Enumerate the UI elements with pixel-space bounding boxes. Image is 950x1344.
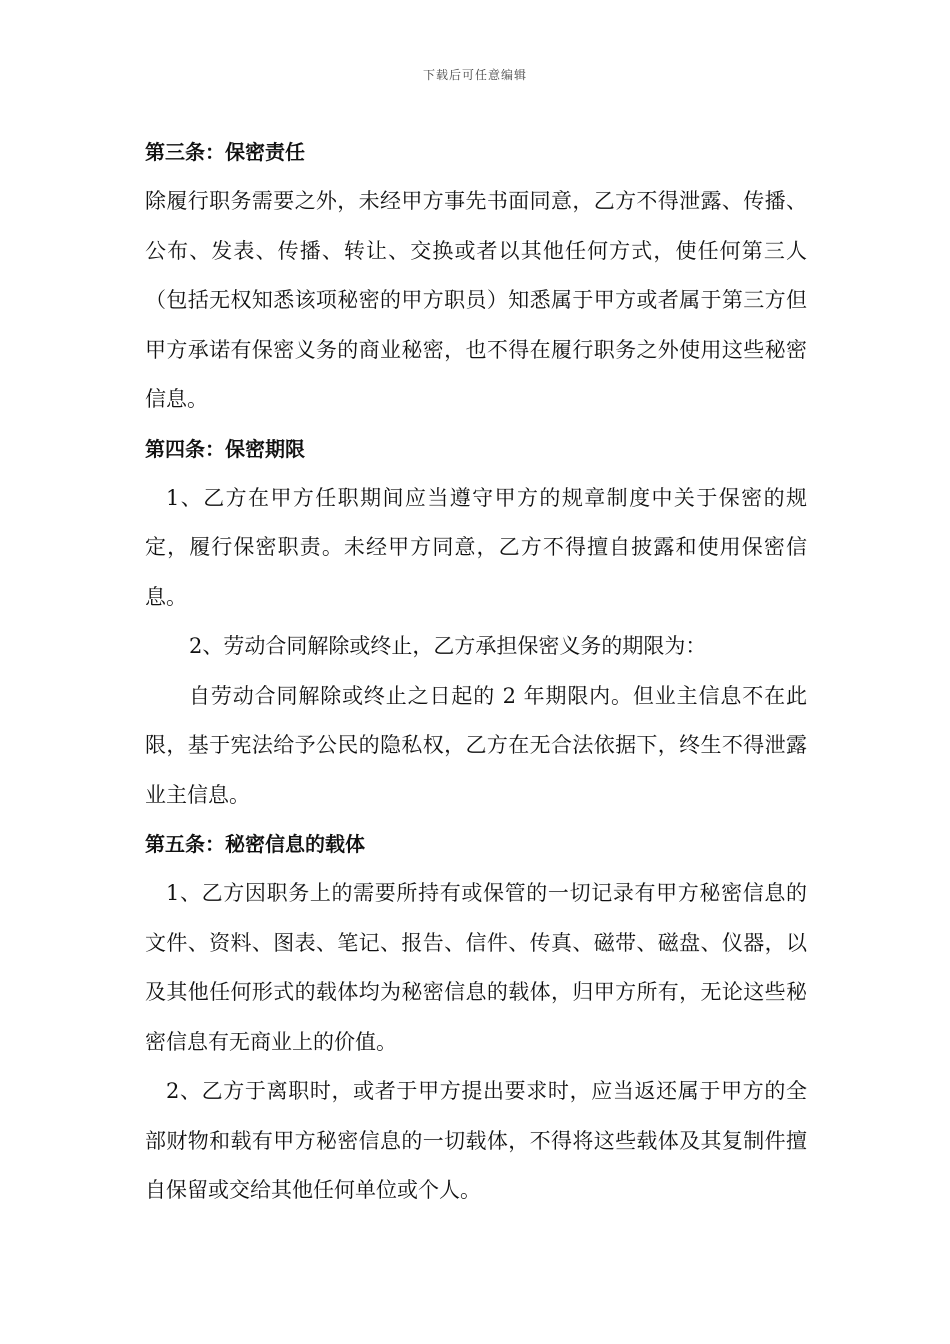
section-article-4 <box>145 425 807 821</box>
section-heading: 第三条：保密责任 <box>145 140 305 164</box>
section-paragraph: 2、乙方于离职时，或者于甲方提出要求时，应当返还属于甲方的全部财物和载有甲方秘密信息的一切载体，不得将这些载体及其复制件擅自保留或交给其他任何单位或个人。 <box>145 1079 807 1202</box>
document-body <box>145 128 807 1216</box>
section-paragraph: 自劳动合同解除或终止之日起的 2 年期限内。但业主信息不在此限，基于宪法给予公民的隐私权，乙方在无合法依据下，终生不得泄露业主信息。 <box>145 683 807 807</box>
section-paragraph: 2、劳动合同解除或终止，乙方承担保密义务的期限为： <box>189 634 707 658</box>
section-paragraph: 1、乙方在甲方任职期间应当遵守甲方的规章制度中关于保密的规定，履行保密职责。未经甲方同意，乙方不得擅自披露和使用保密信息。 <box>145 485 807 609</box>
section-paragraph: 1、乙方因职务上的需要所持有或保管的一切记录有甲方秘密信息的文件、资料、图表、笔记、报告、信件、传真、磁带、磁盘、仪器，以及其他任何形式的载体均为秘密信息的载体，归甲方所有，无论这些秘密信息有无商业上的价值。 <box>145 881 807 1054</box>
section-article-3 <box>145 128 807 425</box>
section-article-5 <box>145 820 807 1216</box>
section-paragraph: 除履行职务需要之外，未经甲方事先书面同意，乙方不得泄露、传播、公布、发表、传播、转让、交换或者以其他任何方式，使任何第三人（包括无权知悉该项秘密的甲方职员）知悉属于甲方或者属于第三方但甲方承诺有保密义务的商业秘密，也不得在履行职务之外使用这些秘密信息。 <box>145 189 807 411</box>
section-heading: 第四条：保密期限 <box>145 436 305 461</box>
page-header-note: 下载后可任意编辑 <box>422 68 527 82</box>
section-heading: 第五条：秘密信息的载体 <box>145 832 365 856</box>
